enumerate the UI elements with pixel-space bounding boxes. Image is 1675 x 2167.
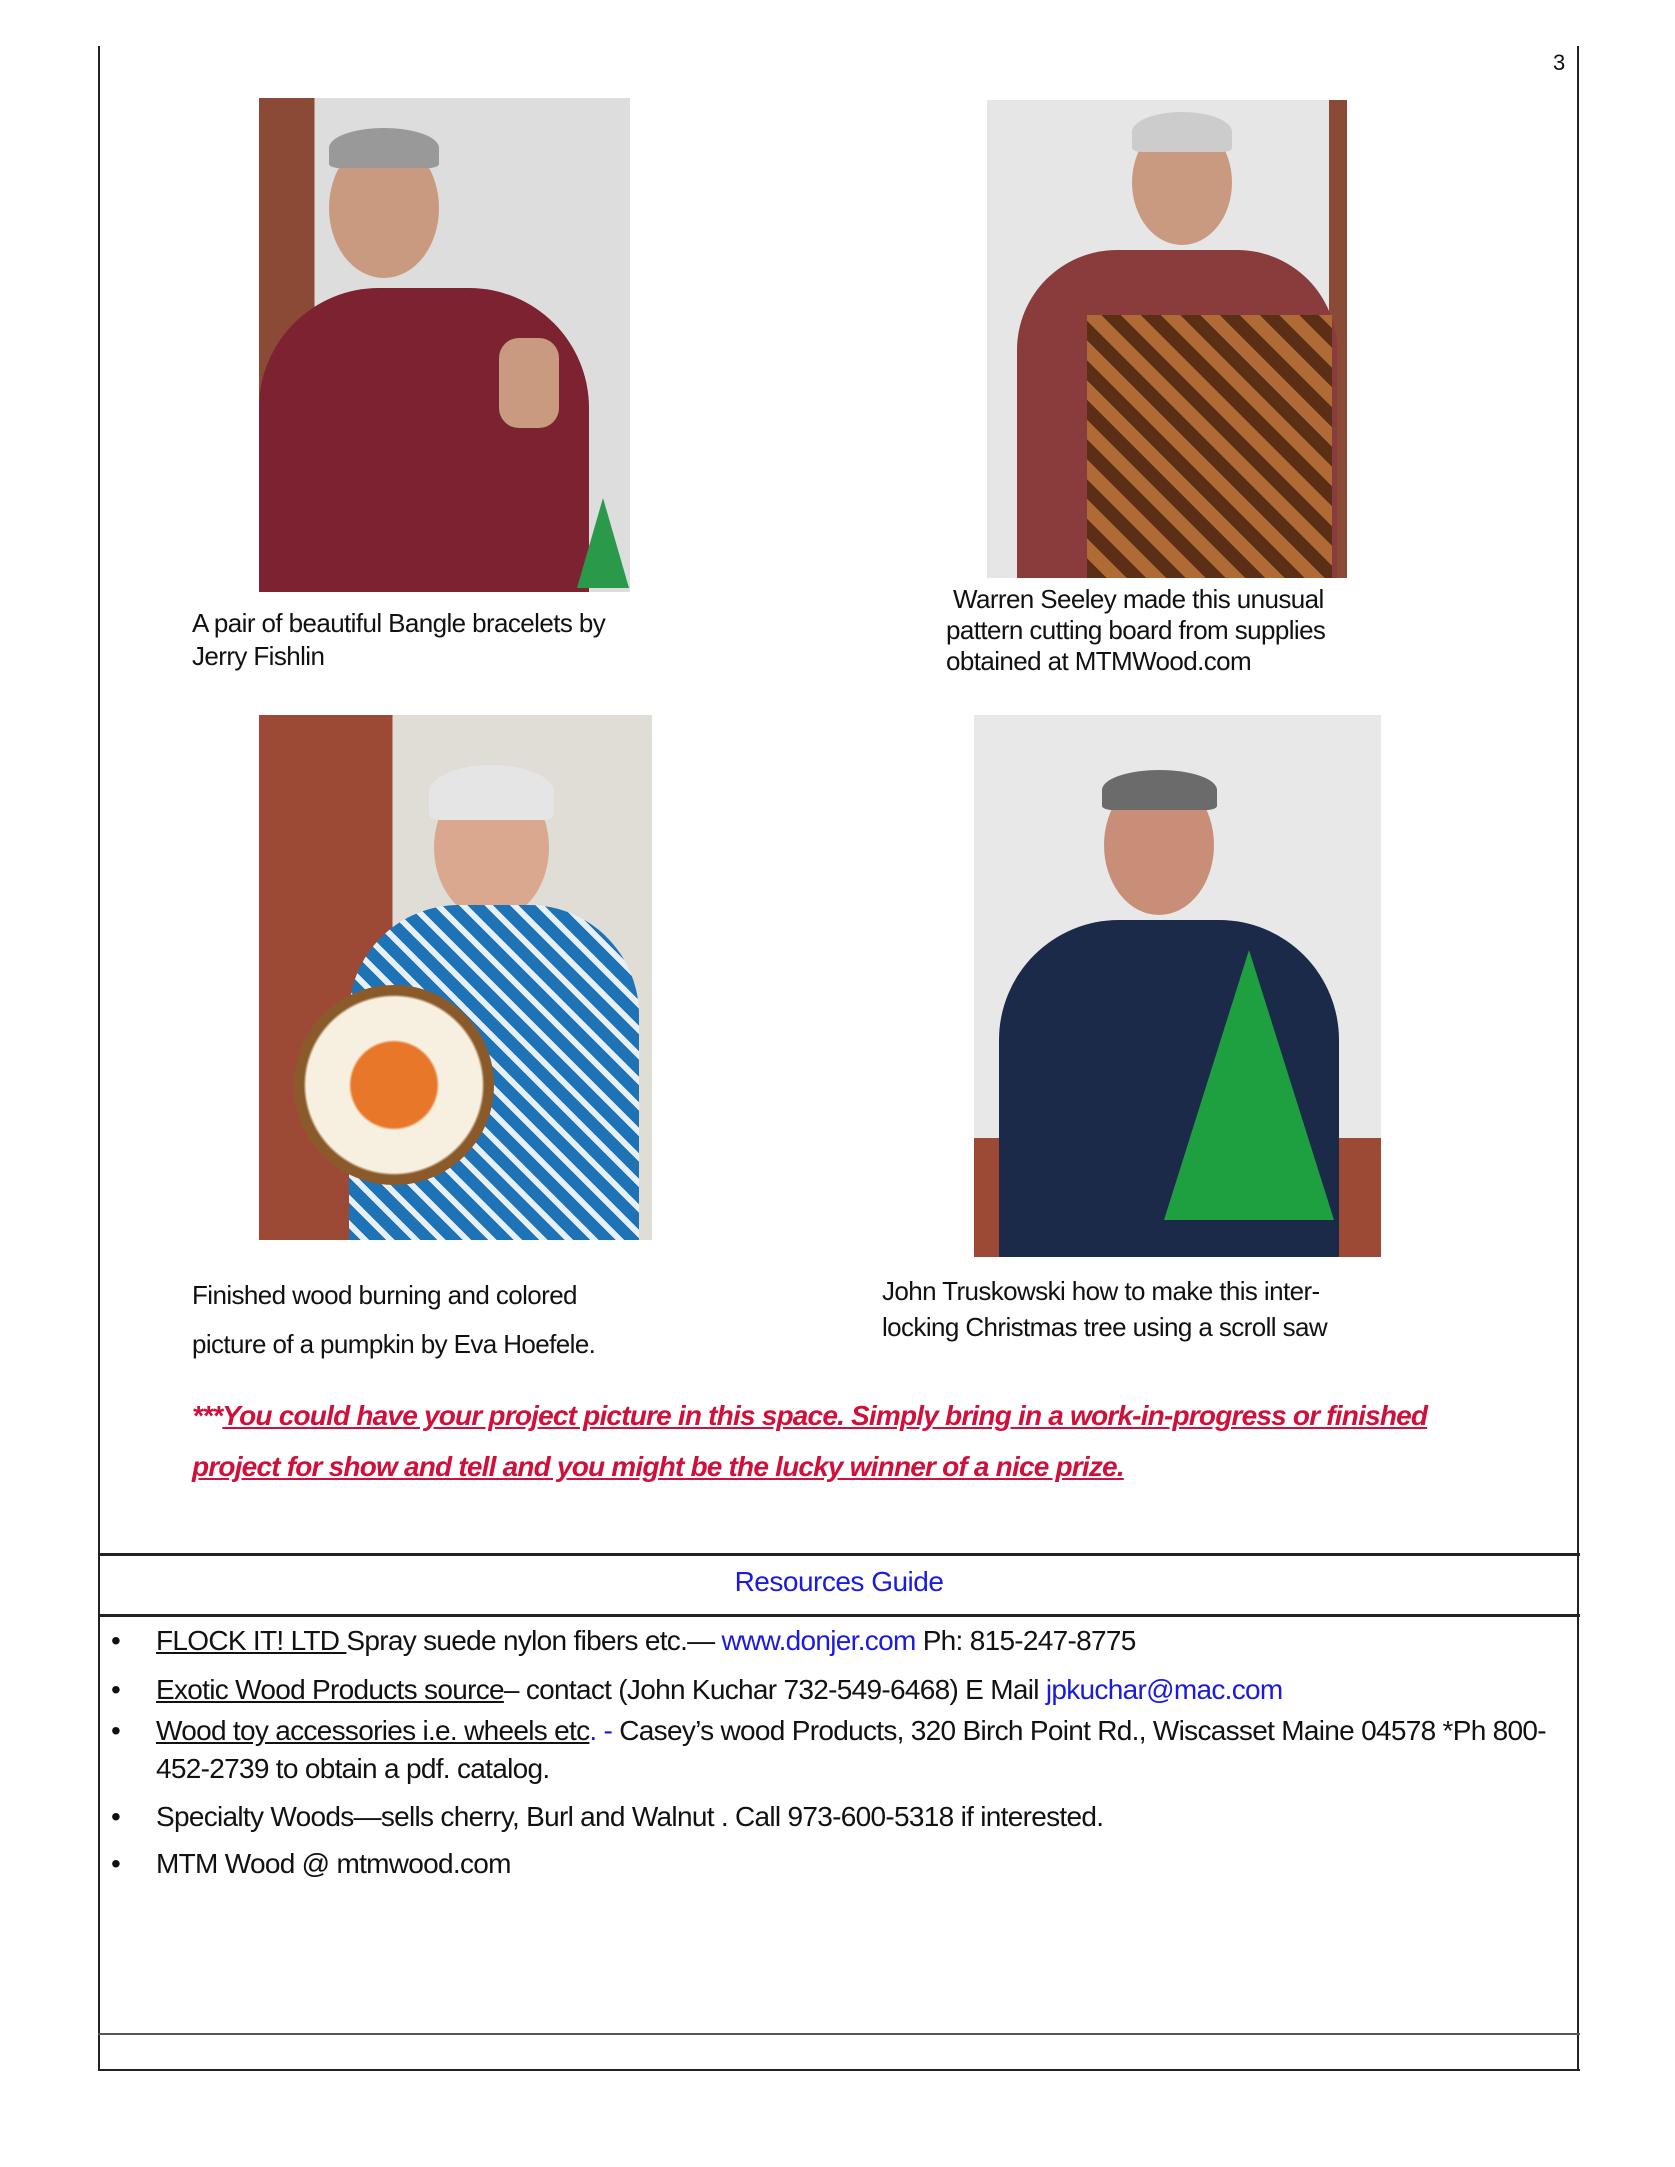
bullet-icon: • xyxy=(111,1625,121,1656)
divider xyxy=(98,1614,1580,1617)
photo-bangle-bracelets xyxy=(259,98,630,592)
caption-cutting-board xyxy=(946,584,1325,677)
caption-christmas-tree xyxy=(882,1273,1327,1345)
bullet-icon: • xyxy=(111,1674,121,1705)
resources-title: Resources Guide xyxy=(734,1566,944,1597)
bullet-icon: • xyxy=(111,1715,121,1746)
photo-cutting-board xyxy=(987,100,1347,578)
caption-line: Finished wood burning and colored xyxy=(192,1280,577,1310)
caption-line: picture of a pumpkin by Eva Hoefele. xyxy=(192,1329,596,1359)
separator: . - xyxy=(589,1715,620,1746)
divider xyxy=(98,2033,1580,2035)
resource-desc: – contact (John Kuchar 732-549-6468) E Mail xyxy=(503,1674,1046,1705)
bullet-icon: • xyxy=(111,1801,121,1832)
resource-phone: Ph: 815-247-8775 xyxy=(915,1625,1136,1656)
caption-line: pattern cutting board from supplies xyxy=(946,615,1326,645)
caption-line: John Truskowski how to make this inter- xyxy=(882,1276,1320,1306)
caption-line: obtained at MTMWood.com xyxy=(946,646,1252,676)
resource-name: Wood toy accessories i.e. wheels etc xyxy=(156,1715,590,1746)
promo-message: You could have your project picture in this space. Simply bring in a work-in-progress or finished project for show and tell and you might be the lucky winner of a nice prize. xyxy=(192,1400,1428,1482)
bottom-border xyxy=(98,2069,1580,2071)
resource-desc: MTM Wood @ mtmwood.com xyxy=(156,1848,511,1879)
resource-desc: Spray suede nylon fibers etc.— xyxy=(346,1625,722,1656)
caption-bangle-bracelets xyxy=(192,607,605,673)
email-link[interactable]: jpkuchar@mac.com xyxy=(1045,1674,1283,1705)
bullet-icon: • xyxy=(111,1848,121,1879)
divider xyxy=(98,1553,1580,1556)
photo-pumpkin-picture xyxy=(259,715,652,1240)
promo-stars: *** xyxy=(192,1400,223,1431)
resource-desc: Specialty Woods—sells cherry, Burl and Walnut . Call 973-600-5318 if interested. xyxy=(156,1801,1104,1832)
photo-christmas-tree xyxy=(974,715,1381,1257)
resource-name: FLOCK IT! LTD xyxy=(156,1625,347,1656)
donjer-link[interactable]: www.donjer.com xyxy=(721,1625,916,1656)
caption-line: Warren Seeley made this unusual xyxy=(953,584,1324,614)
caption-line: locking Christmas tree using a scroll saw xyxy=(882,1312,1328,1342)
caption-line: A pair of beautiful Bangle bracelets by xyxy=(192,608,606,638)
page-number: 3 xyxy=(1553,50,1566,75)
left-border xyxy=(98,46,100,2070)
caption-line: Jerry Fishlin xyxy=(192,641,325,671)
promo-text xyxy=(192,1390,1492,1492)
right-border xyxy=(1577,46,1579,2070)
resource-desc: Casey’s wood Products, 320 Birch Point Rd., Wiscasset Maine 04578 *Ph 800-452-2739 to obtain a pdf. catalog. xyxy=(156,1715,1546,1784)
caption-pumpkin-picture xyxy=(192,1271,595,1369)
resource-name: Exotic Wood Products source xyxy=(156,1674,504,1705)
